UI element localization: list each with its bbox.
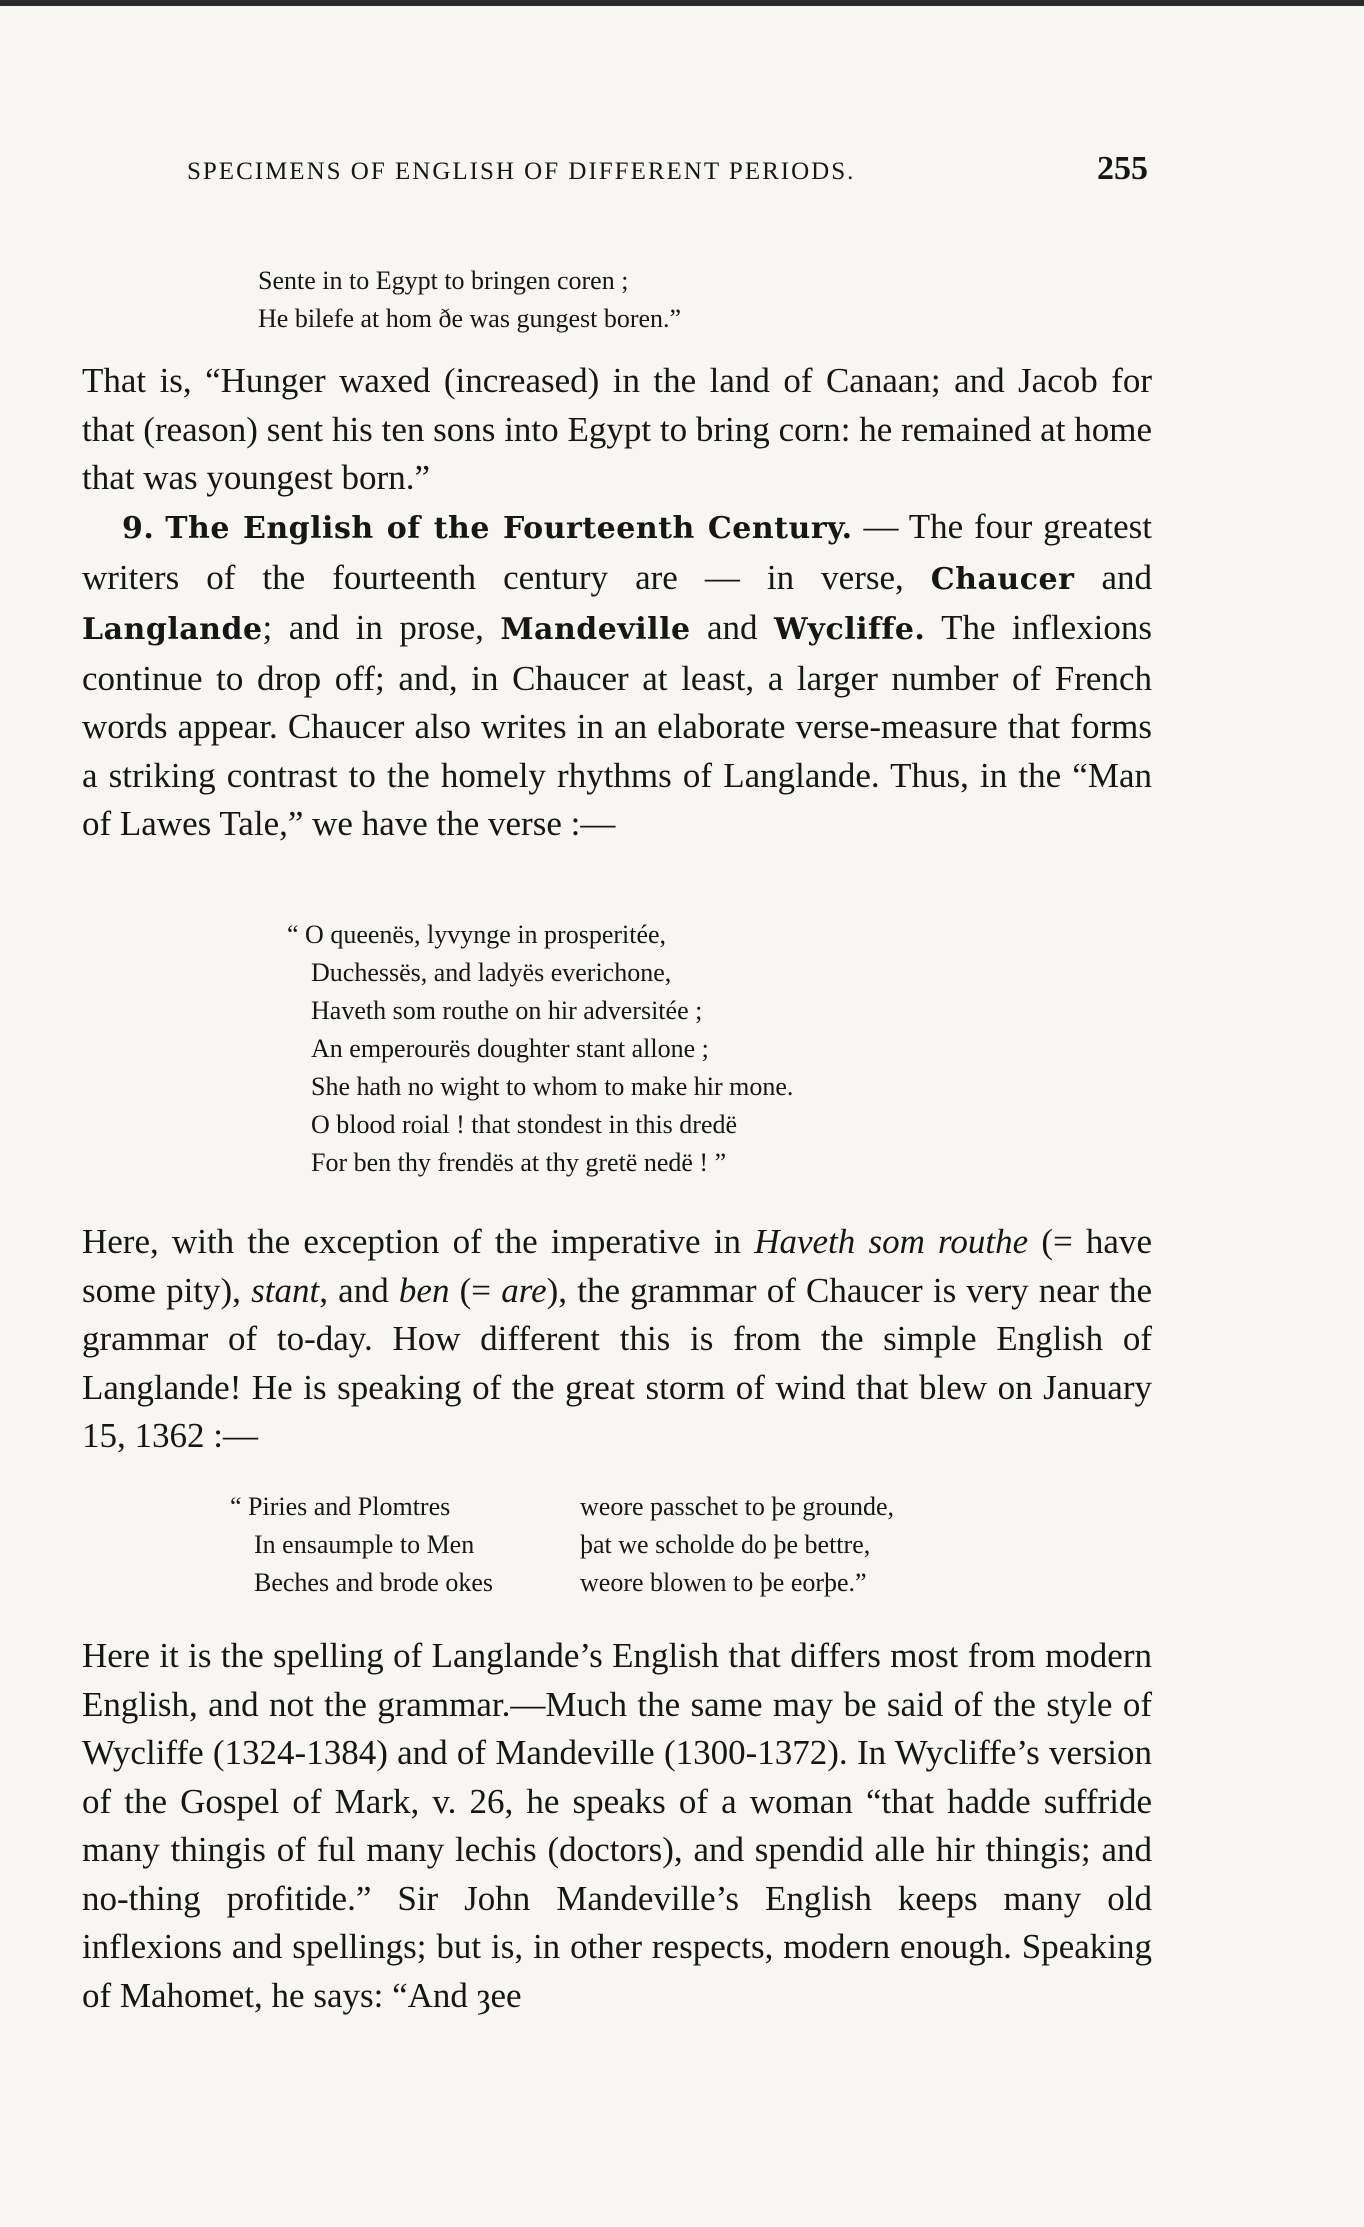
page-header bbox=[82, 150, 1152, 188]
verse-right: weore blowen to þe eorþe.” bbox=[580, 1568, 867, 1597]
italic-term: Haveth som routhe bbox=[754, 1222, 1029, 1261]
text-run: and bbox=[1074, 557, 1152, 597]
verse-line: For ben thy frendës at thy gretë nedë ! ” bbox=[311, 1148, 727, 1177]
text-run: and bbox=[690, 608, 774, 647]
page-number: 255 bbox=[1097, 150, 1148, 187]
verse-line: She hath no wight to whom to make hir mone. bbox=[311, 1072, 794, 1101]
paragraph-fourteenth-century bbox=[82, 503, 1152, 849]
italic-term: are bbox=[501, 1270, 547, 1310]
verse-line: “ O queenës, lyvynge in prosperitée, bbox=[287, 920, 667, 949]
verse-block-langlande bbox=[230, 1488, 894, 1602]
running-head: SPECIMENS OF ENGLISH OF DIFFERENT PERIODS. bbox=[187, 158, 856, 185]
text-run: — The four greatest writers of the fourteenth century are — in verse, bbox=[82, 507, 1152, 597]
verse-left: Beches and brode okes bbox=[254, 1568, 493, 1597]
verse-right: weore passchet to þe grounde, bbox=[580, 1492, 895, 1521]
scan-edge bbox=[0, 0, 1364, 6]
verse-line: Duchessës, and ladyës everichone, bbox=[311, 958, 672, 987]
verse-block-genesis bbox=[258, 262, 681, 338]
text-run: Here, with the exception of the imperative in bbox=[82, 1222, 755, 1261]
section-number: 9. bbox=[122, 511, 155, 546]
author-name: Langlande bbox=[82, 612, 263, 647]
text-run: (= have some pity), bbox=[82, 1222, 1153, 1310]
text-run: , and bbox=[319, 1270, 399, 1310]
section-heading: The English of the Fourteenth Century. bbox=[165, 511, 853, 546]
verse-right: þat we scholde do þe bettre, bbox=[580, 1530, 871, 1559]
paragraph-translation: That is, “Hunger waxed (increased) in the land of Canaan; and Jacob for that (reason) sent his ten sons into Egypt to bring corn: he remained at home that was youngest born.” bbox=[82, 361, 1152, 497]
italic-term: stant bbox=[251, 1270, 320, 1310]
text-run: (= bbox=[449, 1270, 502, 1310]
paragraph-chaucer-grammar bbox=[82, 1218, 1152, 1461]
verse-line: Sente in to Egypt to bringen coren ; bbox=[258, 266, 629, 295]
verse-left: “ Piries and Plomtres bbox=[230, 1492, 451, 1521]
verse-row bbox=[230, 1526, 894, 1564]
verse-line: An emperourës doughter stant allone ; bbox=[311, 1034, 709, 1063]
text-run: ; and in prose, bbox=[262, 608, 501, 647]
verse-line: Haveth som routhe on hir adversitée ; bbox=[311, 996, 703, 1025]
author-name: Chaucer bbox=[930, 561, 1075, 597]
paragraph-wycliffe-mandeville: Here it is the spelling of Langlande’s English that differs most from modern English, and not the grammar.—Much the same may be said of the style of Wycliffe (1324-1384) and of Mandeville (1300-1372). In Wycliffe’s version of the Gospel of Mark, v. 26, he speaks of a woman “that hadde suffride many thingis of ful many lechis (doctors), and spendid alle hir thingis; and no-thing profitide.” Sir John Mandeville’s English keeps many old inflexions and spellings; but is, in other respects, modern enough. Speaking of Mahomet, he says: “And ȝee bbox=[82, 1636, 1152, 2015]
verse-left: In ensaumple to Men bbox=[254, 1530, 475, 1559]
author-name: Mandeville bbox=[500, 612, 691, 647]
verse-line: He bilefe at hom ðe was gungest boren.” bbox=[258, 304, 682, 333]
text-run: The inflexions continue to drop off; and, in Chaucer at least, a larger number of French words appear. Chaucer also writes in an elaborate verse-measure that forms a striking contrast to the homely rhythms of Langlande. Thus, in the “Man of Lawes Tale,” we have the verse :— bbox=[82, 608, 1152, 843]
verse-block-chaucer bbox=[287, 916, 793, 1182]
verse-line: O blood roial ! that stondest in this dredë bbox=[311, 1110, 738, 1139]
author-name: Wycliffe. bbox=[773, 612, 926, 647]
verse-row bbox=[230, 1564, 894, 1602]
text-run: ), the grammar of Chaucer is very near the grammar of to-day. How different this is from the simple English of Langlande! He is speaking of the great storm of wind that blew on January 15, 1362 :— bbox=[82, 1270, 1152, 1455]
verse-row bbox=[230, 1488, 894, 1526]
italic-term: ben bbox=[398, 1270, 450, 1310]
